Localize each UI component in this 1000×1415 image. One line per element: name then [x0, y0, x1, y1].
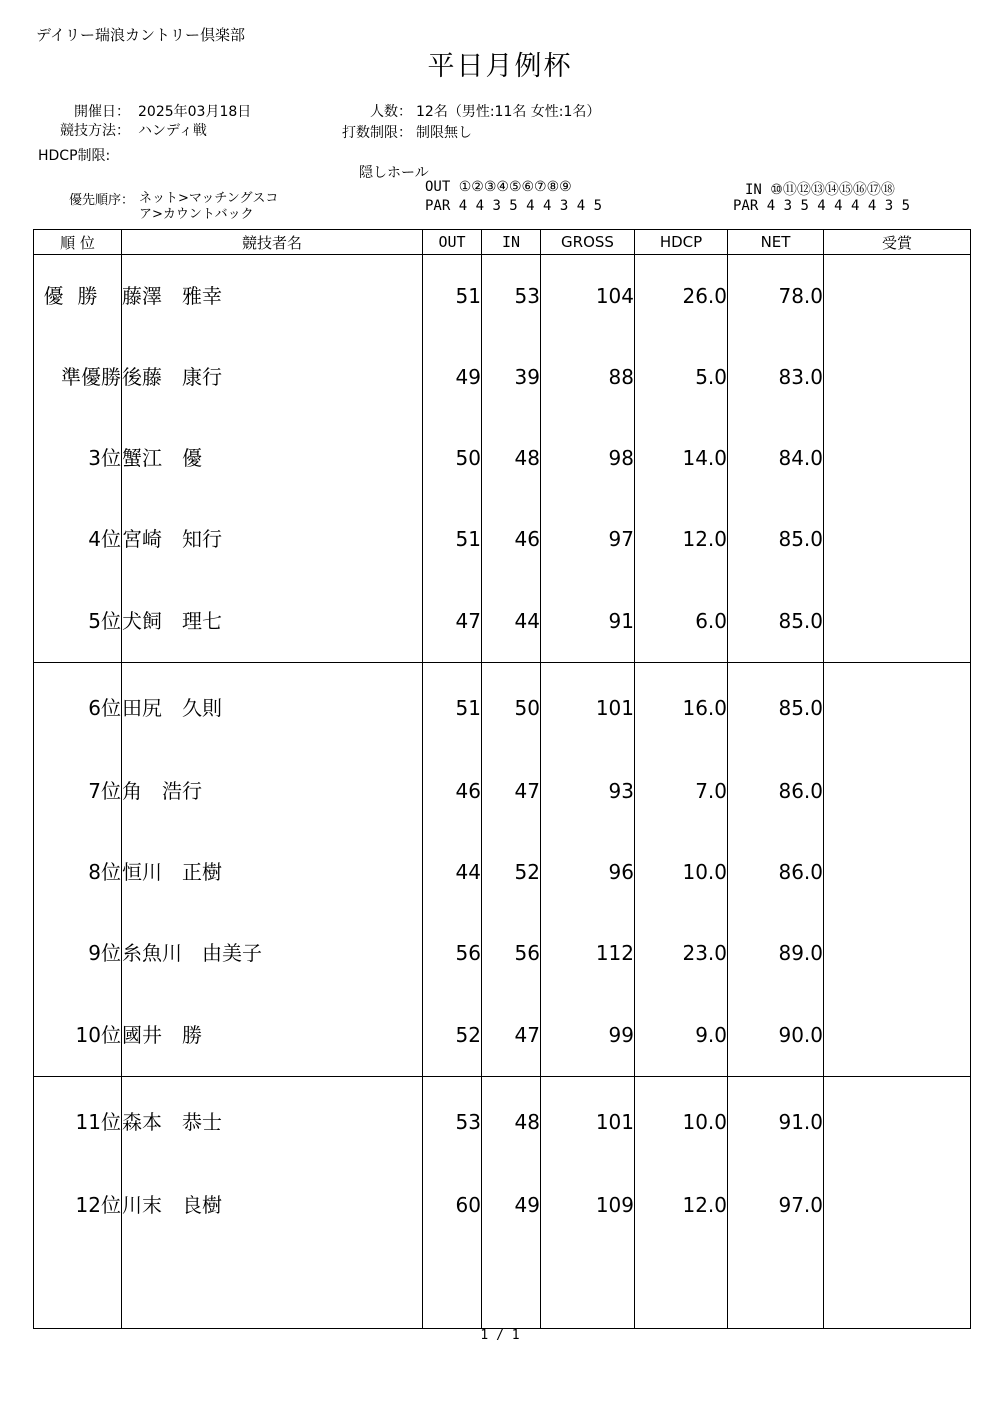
cell-in: 44	[482, 580, 541, 662]
results-table	[33, 229, 971, 1329]
cell-net: 86.0	[728, 751, 824, 832]
cell-net: 90.0	[728, 994, 824, 1076]
table-row	[34, 337, 971, 418]
cell-gross: 109	[541, 1165, 635, 1246]
page-number: 1 / 1	[480, 1328, 520, 1343]
cell-gross: 101	[541, 1076, 635, 1165]
cell-award	[824, 499, 971, 580]
count-value: 12名（男性:11名 女性:1名）	[416, 104, 601, 120]
cell-gross: 104	[541, 255, 635, 337]
cell-gross: 88	[541, 337, 635, 418]
filler-cell	[34, 1246, 122, 1329]
cell-rank: 4位	[34, 499, 122, 580]
in-holes: ⑩⑪⑫⑬⑭⑮⑯⑰⑱	[770, 182, 895, 198]
cell-name: 田尻 久則	[122, 662, 423, 751]
table-row	[34, 499, 971, 580]
cell-in: 48	[482, 418, 541, 499]
table-row	[34, 662, 971, 751]
strokes-label: 打数制限：	[342, 125, 412, 141]
cell-name: 宮崎 知行	[122, 499, 423, 580]
out-pars-row	[425, 198, 602, 214]
cell-gross: 93	[541, 751, 635, 832]
cell-out: 49	[423, 337, 482, 418]
out-holes-row	[425, 179, 572, 195]
cell-award	[824, 913, 971, 994]
cell-rank: 12位	[34, 1165, 122, 1246]
cell-in: 39	[482, 337, 541, 418]
cell-hdcp: 26.0	[635, 255, 728, 337]
filler-cell	[635, 1246, 728, 1329]
cell-in: 47	[482, 751, 541, 832]
out-holes: ①②③④⑤⑥⑦⑧⑨	[458, 179, 572, 195]
cell-name: 國井 勝	[122, 994, 423, 1076]
cell-gross: 98	[541, 418, 635, 499]
cell-award	[824, 662, 971, 751]
count-label: 人数：	[370, 104, 412, 120]
table-row	[34, 418, 971, 499]
cell-award	[824, 994, 971, 1076]
filler-cell	[482, 1246, 541, 1329]
cell-hdcp: 10.0	[635, 832, 728, 913]
hidden-holes-label: 隠しホール	[359, 165, 429, 181]
cell-hdcp: 5.0	[635, 337, 728, 418]
col-in: IN	[482, 230, 541, 255]
cell-net: 97.0	[728, 1165, 824, 1246]
priority-line2: ア>カウントバック	[139, 207, 254, 222]
cell-net: 85.0	[728, 580, 824, 662]
cell-name: 恒川 正樹	[122, 832, 423, 913]
cell-out: 51	[423, 255, 482, 337]
cell-hdcp: 12.0	[635, 1165, 728, 1246]
col-rank: 順 位	[34, 230, 122, 255]
cell-award	[824, 418, 971, 499]
cell-in: 53	[482, 255, 541, 337]
table-row	[34, 913, 971, 994]
cell-name: 藤澤 雅幸	[122, 255, 423, 337]
filler-cell	[728, 1246, 824, 1329]
priority-label: 優先順序：	[68, 193, 134, 208]
method-value: ハンディ戦	[138, 123, 207, 139]
cell-in: 46	[482, 499, 541, 580]
cell-gross: 96	[541, 832, 635, 913]
cell-name: 蟹江 優	[122, 418, 423, 499]
cell-gross: 91	[541, 580, 635, 662]
cell-award	[824, 832, 971, 913]
col-out: OUT	[423, 230, 482, 255]
filler-cell	[423, 1246, 482, 1329]
strokes-value: 制限無し	[416, 125, 472, 141]
cell-rank: 3位	[34, 418, 122, 499]
table-row	[34, 1076, 971, 1165]
cell-award	[824, 255, 971, 337]
cell-award	[824, 1076, 971, 1165]
cell-gross: 112	[541, 913, 635, 994]
cell-net: 84.0	[728, 418, 824, 499]
filler-cell	[122, 1246, 423, 1329]
cell-in: 49	[482, 1165, 541, 1246]
cell-in: 48	[482, 1076, 541, 1165]
cell-out: 44	[423, 832, 482, 913]
cell-award	[824, 1165, 971, 1246]
cell-hdcp: 16.0	[635, 662, 728, 751]
cell-name: 後藤 康行	[122, 337, 423, 418]
col-award: 受賞	[824, 230, 971, 255]
cell-net: 91.0	[728, 1076, 824, 1165]
cell-out: 52	[423, 994, 482, 1076]
cell-name: 犬飼 理七	[122, 580, 423, 662]
table-row	[34, 580, 971, 662]
cell-net: 83.0	[728, 337, 824, 418]
cell-hdcp: 9.0	[635, 994, 728, 1076]
out-pars: 4 4 3 5 4 4 3 4 5	[458, 198, 603, 214]
cell-gross: 97	[541, 499, 635, 580]
in-pars: 4 3 5 4 4 4 4 3 5	[766, 198, 911, 214]
cell-in: 50	[482, 662, 541, 751]
table-row	[34, 1165, 971, 1246]
cell-award	[824, 751, 971, 832]
cell-out: 56	[423, 913, 482, 994]
in-label: IN	[745, 182, 762, 198]
date-value: 2025年03月18日	[138, 104, 252, 120]
cell-net: 85.0	[728, 662, 824, 751]
cell-in: 56	[482, 913, 541, 994]
club-name: デイリー瑞浪カントリー倶楽部	[36, 26, 245, 44]
cell-gross: 99	[541, 994, 635, 1076]
method-label: 競技方法：	[60, 123, 130, 139]
cell-rank: 11位	[34, 1076, 122, 1165]
out-label: OUT	[425, 179, 451, 195]
cell-gross: 101	[541, 662, 635, 751]
cell-rank: 8位	[34, 832, 122, 913]
cell-hdcp: 12.0	[635, 499, 728, 580]
cell-out: 51	[423, 499, 482, 580]
in-holes-row	[745, 179, 895, 199]
cell-name: 森本 恭士	[122, 1076, 423, 1165]
hdcp-limit-label: HDCP制限:	[38, 148, 111, 164]
col-net: NET	[728, 230, 824, 255]
page-title: 平日月例杯	[427, 51, 573, 82]
col-gross: GROSS	[541, 230, 635, 255]
cell-hdcp: 23.0	[635, 913, 728, 994]
table-row	[34, 751, 971, 832]
cell-hdcp: 14.0	[635, 418, 728, 499]
cell-rank: 優勝	[34, 255, 122, 337]
cell-out: 50	[423, 418, 482, 499]
cell-hdcp: 7.0	[635, 751, 728, 832]
filler-cell	[824, 1246, 971, 1329]
cell-hdcp: 10.0	[635, 1076, 728, 1165]
cell-hdcp: 6.0	[635, 580, 728, 662]
cell-in: 47	[482, 994, 541, 1076]
cell-net: 89.0	[728, 913, 824, 994]
cell-rank: 9位	[34, 913, 122, 994]
table-row	[34, 255, 971, 337]
cell-net: 86.0	[728, 832, 824, 913]
col-hdcp: HDCP	[635, 230, 728, 255]
out-par-label: PAR	[425, 198, 451, 214]
date-label: 開催日：	[74, 104, 130, 120]
cell-out: 47	[423, 580, 482, 662]
in-par-label: PAR	[733, 198, 759, 214]
cell-award	[824, 580, 971, 662]
cell-name: 川末 良樹	[122, 1165, 423, 1246]
cell-rank: 7位	[34, 751, 122, 832]
cell-rank: 5位	[34, 580, 122, 662]
in-pars-row	[733, 198, 910, 214]
cell-award	[824, 337, 971, 418]
cell-out: 46	[423, 751, 482, 832]
col-name: 競技者名	[122, 230, 423, 255]
cell-rank: 6位	[34, 662, 122, 751]
table-filler	[34, 1246, 971, 1329]
cell-name: 糸魚川 由美子	[122, 913, 423, 994]
cell-rank: 準優勝	[34, 337, 122, 418]
cell-net: 85.0	[728, 499, 824, 580]
cell-out: 53	[423, 1076, 482, 1165]
cell-in: 52	[482, 832, 541, 913]
table-row	[34, 832, 971, 913]
cell-net: 78.0	[728, 255, 824, 337]
table-header	[34, 230, 971, 255]
table-row	[34, 994, 971, 1076]
filler-cell	[541, 1246, 635, 1329]
cell-out: 51	[423, 662, 482, 751]
cell-rank: 10位	[34, 994, 122, 1076]
cell-out: 60	[423, 1165, 482, 1246]
cell-name: 角 浩行	[122, 751, 423, 832]
priority-line1: ネット>マッチングスコ	[139, 191, 279, 206]
